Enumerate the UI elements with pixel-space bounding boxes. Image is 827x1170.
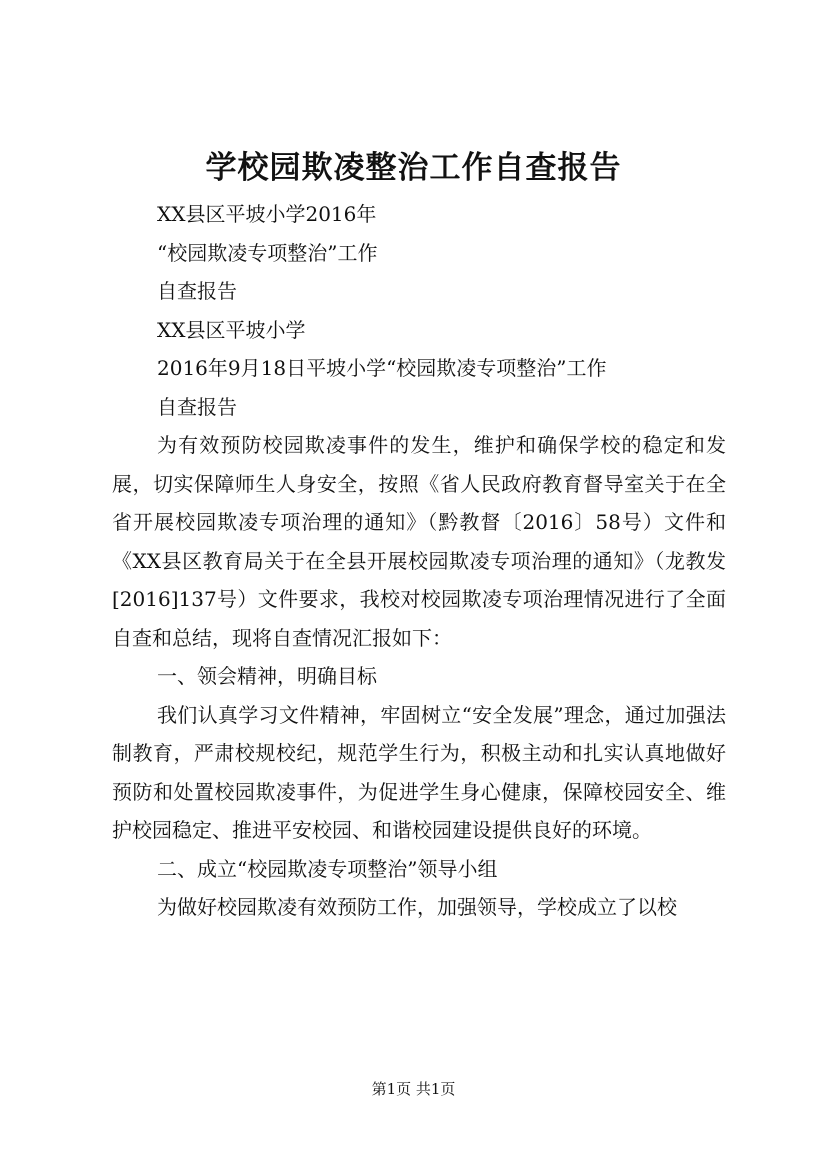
paragraph-section-1: 我们认真学习文件精神，牢固树立“安全发展”理念，通过加强法制教育，严肃校规校纪，规范学生行为，积极主动和扎实认真地做好预防和处置校园欺凌事件，为促进学生身心健康，保障校园安全、维护校园稳定、推进平安校园、和谐校园建设提供良好的环境。 bbox=[112, 702, 726, 842]
header-line-school: XX县区平坡小学 bbox=[157, 317, 306, 342]
paragraph-section-2: 为做好校园欺凌有效预防工作，加强领导，学校成立了以校 bbox=[157, 895, 677, 919]
page-number-footer: 第1页 共1页 bbox=[371, 1080, 456, 1098]
header-line-date: 2016年9月18日平坡小学“校园欺凌专项整治”工作 bbox=[157, 356, 607, 380]
header-line-report: 自查报告 bbox=[157, 279, 237, 303]
document-title: 学校园欺凌整治工作自查报告 bbox=[205, 150, 622, 186]
section-heading-2: 二、成立“校园欺凌专项整治”领导小组 bbox=[157, 856, 498, 881]
header-line-campaign: “校园欺凌专项整治”工作 bbox=[157, 240, 378, 265]
header-line-report-2: 自查报告 bbox=[157, 394, 237, 419]
header-line-school-year: XX县区平坡小学2016年 bbox=[157, 202, 377, 226]
section-heading-1: 一、领会精神，明确目标 bbox=[157, 664, 377, 688]
paragraph-intro: 为有效预防校园欺凌事件的发生，维护和确保学校的稳定和发展，切实保障师生人身安全，按照《省人民政府教育督导室关于在全省开展校园欺凌专项治理的通知》（黔教督〔2016〕58号）文件和《XX县区教育局关于在全县开展校园欺凌专项治理的通知》（龙教发[2016]137号）文件要求，我校对校园欺凌专项治理情况进行了全面自查和总结，现将自查情况汇报如下： bbox=[112, 433, 726, 650]
document-body bbox=[112, 195, 726, 927]
